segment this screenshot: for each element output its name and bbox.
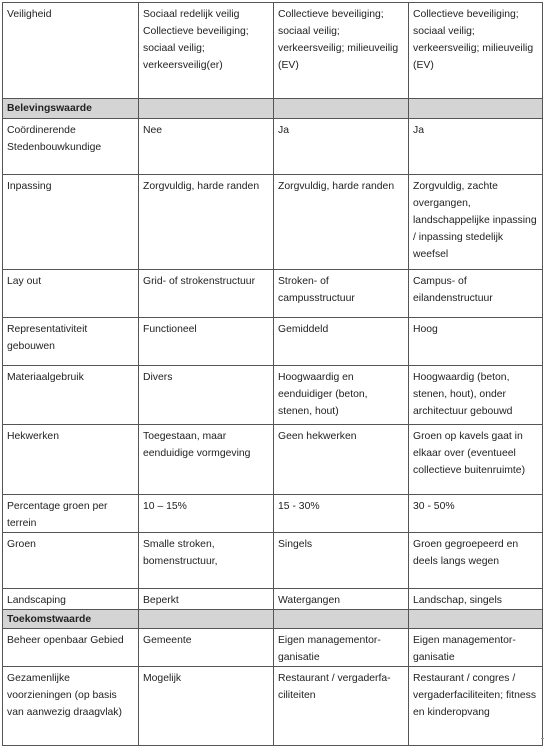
- criterion-label: Landscaping: [3, 589, 139, 610]
- table-cell: Gemiddeld: [274, 318, 409, 366]
- table-cell: Hoogwaardig (beton, stenen, hout), onder architectuur gebouwd: [409, 366, 543, 425]
- criterion-label: Representativiteit gebouwen: [3, 318, 139, 366]
- section-header-row: [3, 99, 543, 119]
- table-cell: Zorgvuldig, harde randen: [139, 175, 274, 270]
- table-row: [3, 318, 543, 366]
- criteria-table: [2, 2, 543, 746]
- table-cell: Functioneel: [139, 318, 274, 366]
- criterion-label: Materiaalgebruik: [3, 366, 139, 425]
- table-cell: Geen hekwerken: [274, 425, 409, 495]
- section-header-row: [3, 610, 543, 629]
- table-cell: 30 - 50%: [409, 495, 543, 533]
- criterion-label: Percentage groen per terrein: [3, 495, 139, 533]
- criterion-label: Lay out: [3, 270, 139, 318]
- table-cell: Beperkt: [139, 589, 274, 610]
- criterion-label: Coördinerende Stedenbouwkundige: [3, 119, 139, 175]
- table-cell: Smalle stroken, bomenstructuur,: [139, 533, 274, 589]
- table-cell: Restaurant / congres / vergaderfaciliteiten; fitness en kinderopvang: [409, 667, 543, 746]
- table-body: [3, 3, 543, 746]
- section-title: Belevingswaarde: [3, 99, 139, 119]
- table-cell: Collectieve beveiliging; sociaal veilig; verkeersveilig; milieuveilig (EV): [409, 3, 543, 99]
- table-cell: 10 – 15%: [139, 495, 274, 533]
- page-corner-mark: [541, 738, 544, 739]
- table-row: [3, 119, 543, 175]
- table-cell: Collectieve beveiliging; sociaal veilig; verkeersveilig; milieuveilig (EV): [274, 3, 409, 99]
- table-cell: Divers: [139, 366, 274, 425]
- section-empty-cell: [274, 99, 409, 119]
- table-cell: Hoogwaardig en eenduidiger (beton, stenen, hout): [274, 366, 409, 425]
- table-cell: 15 - 30%: [274, 495, 409, 533]
- table-cell: Groen op kavels gaat in elkaar over (eventueel collectieve buitenruimte): [409, 425, 543, 495]
- table-cell: Landschap, singels: [409, 589, 543, 610]
- table-row: [3, 366, 543, 425]
- table-cell: Ja: [274, 119, 409, 175]
- table-cell: Mogelijk: [139, 667, 274, 746]
- table-cell: Sociaal redelijk veilig Collectieve beveiliging; sociaal veilig; verkeersveilig(er): [139, 3, 274, 99]
- table-row: [3, 270, 543, 318]
- table-row: [3, 3, 543, 99]
- table-row: [3, 425, 543, 495]
- table-cell: Eigen managementor-ganisatie: [274, 629, 409, 667]
- table-cell: Zorgvuldig, zachte overgangen, landschappelijke inpassing / inpassing stedelijk weefsel: [409, 175, 543, 270]
- table-row: [3, 495, 543, 533]
- table-row: [3, 589, 543, 610]
- criterion-label: Gezamenlijke voorzieningen (op basis van aanwezig draagvlak): [3, 667, 139, 746]
- table-cell: Ja: [409, 119, 543, 175]
- table-cell: Watergangen: [274, 589, 409, 610]
- table-cell: Stroken- of campusstructuur: [274, 270, 409, 318]
- table-row: [3, 667, 543, 746]
- table-row: [3, 175, 543, 270]
- section-empty-cell: [139, 99, 274, 119]
- criterion-label: Beheer openbaar Gebied: [3, 629, 139, 667]
- table-cell: Gemeente: [139, 629, 274, 667]
- table-cell: Hoog: [409, 318, 543, 366]
- table-row: [3, 629, 543, 667]
- table-cell: Restaurant / vergaderfa-ciliteiten: [274, 667, 409, 746]
- criterion-label: Veiligheid: [3, 3, 139, 99]
- table-cell: Eigen managementor-ganisatie: [409, 629, 543, 667]
- section-empty-cell: [409, 99, 543, 119]
- table-cell: Grid- of strokenstructuur: [139, 270, 274, 318]
- table-cell: Campus- of eilandenstructuur: [409, 270, 543, 318]
- table-row: [3, 533, 543, 589]
- table-cell: Groen gegroepeerd en deels langs wegen: [409, 533, 543, 589]
- criterion-label: Hekwerken: [3, 425, 139, 495]
- section-empty-cell: [274, 610, 409, 629]
- section-empty-cell: [409, 610, 543, 629]
- criterion-label: Inpassing: [3, 175, 139, 270]
- table-cell: Toegestaan, maar eenduidige vormgeving: [139, 425, 274, 495]
- table-cell: Nee: [139, 119, 274, 175]
- section-empty-cell: [139, 610, 274, 629]
- table-cell: Singels: [274, 533, 409, 589]
- table-cell: Zorgvuldig, harde randen: [274, 175, 409, 270]
- section-title: Toekomstwaarde: [3, 610, 139, 629]
- criterion-label: Groen: [3, 533, 139, 589]
